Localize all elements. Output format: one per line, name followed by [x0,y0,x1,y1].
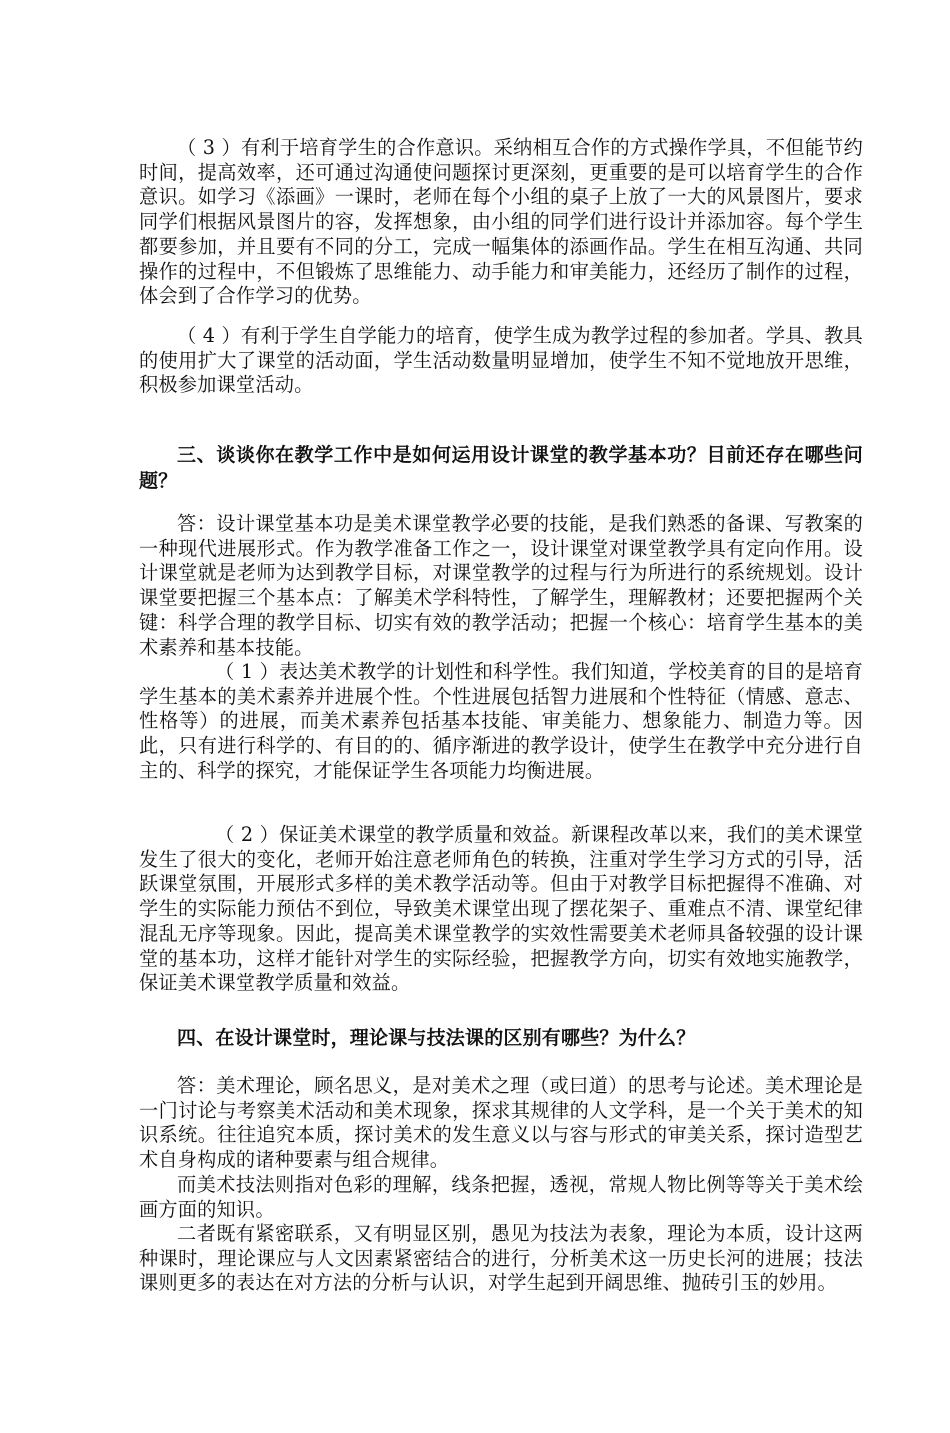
paragraph-cooperation: （ 3 ）有利于培育学生的合作意识。采纳相互合作的方式操作学具，不但能节约时间，提高效率，还可通过沟通使问题探讨更深刻，更重要的是可以培育学生的合作意识。如学习《添画》一课时，老师在每个小组的桌子上放了一大的风景图片，要求同学们根据风景图片的容，发挥想象，由小组的同学们进行设计并添加容。每个学生都要参加，并且要有不同的分工，完成一幅集体的添画作品。学生在相互沟通、共同操作的过程中，不但锻炼了思维能力、动手能力和审美能力，还经历了制作的过程，体会到了合作学习的优势。 [139,136,863,308]
paragraph-answer-4: 答：美术理论，顾名思义，是对美术之理（或曰道）的思考与论述。美术理论是一门讨论与考察美术活动和美术现象，探求其规律的人文学科，是一个关于美术的知识系统。往往追究本质，探讨美术的发生意义以与容与形式的审美关系，探讨造型艺术自身构成的诸种要素与组合规律。 [139,1074,863,1172]
paragraph-conclusion: 二者既有紧密联系，又有明显区别，愚见为技法为表象，理论为本质，设计这两种课时，理论课应与人文因素紧密结合的进行，分析美术这一历史长河的进展；技法课则更多的表达在对方法的分析与认识，对学生起到开阔思维、抛砖引玉的妙用。 [139,1222,863,1295]
paragraph-self-study: （ 4 ）有利于学生自学能力的培育，使学生成为教学过程的参加者。学具、教具的使用扩大了课堂的活动面，学生活动数量明显增加，使学生不知不觉地放开思维，积极参加课堂活动。 [139,324,863,397]
section-heading-4: 四、在设计课堂时，理论课与技法课的区别有哪些？为什么？ [177,1027,696,1049]
section-heading-3: 三、谈谈你在教学工作中是如何运用设计课堂的教学基本功？目前还存在哪些问题？ [139,444,863,492]
paragraph-technique: 而美术技法则指对色彩的理解，线条把握，透视，常规人物比例等等关于美术绘画方面的知识。 [139,1173,863,1221]
paragraph-answer-3: 答：设计课堂基本功是美术课堂教学必要的技能，是我们熟悉的备课、写教案的一种现代进展形式。作为教学准备工作之一，设计课堂对课堂教学具有定向作用。设计课堂就是老师为达到教学目标，对课堂教学的过程与行为所进行的系统规划。设计课堂要把握三个基本点：了解美术学科特性，了解学生，理解教材；还要把握两个关键：科学合理的教学目标、切实有效的教学活动；把握一个核心：培育学生基本的美术素养和基本技能。 [139,512,863,659]
paragraph-point-1: （ 1 ）表达美术教学的计划性和科学性。我们知道，学校美育的目的是培育学生基本的美术素养并进展个性。个性进展包括智力进展和个性特征（情感、意志、性格等）的进展，而美术素养包括基本技能、审美能力、想象能力、制造力等。因此，只有进行科学的、有目的的、循序渐进的教学设计，使学生在教学中充分进行自主的、科学的探究，才能保证学生各项能力均衡进展。 [139,660,863,782]
paragraph-point-2: （ 2 ）保证美术课堂的教学质量和效益。新课程改革以来，我们的美术课堂发生了很大的变化，老师开始注意老师角色的转换，注重对学生学习方式的引导，活跃课堂氛围，开展形式多样的美术教学活动等。但由于对教学目标把握得不准确、对学生的实际能力预估不到位，导致美术课堂出现了摆花架子、重难点不清、课堂纪律混乱无序等现象。因此，提高美术课堂教学的实效性需要美术老师具备较强的设计课堂的基本功，这样才能针对学生的实际经验，把握教学方向，切实有效地实施教学，保证美术课堂教学质量和效益。 [139,823,863,995]
